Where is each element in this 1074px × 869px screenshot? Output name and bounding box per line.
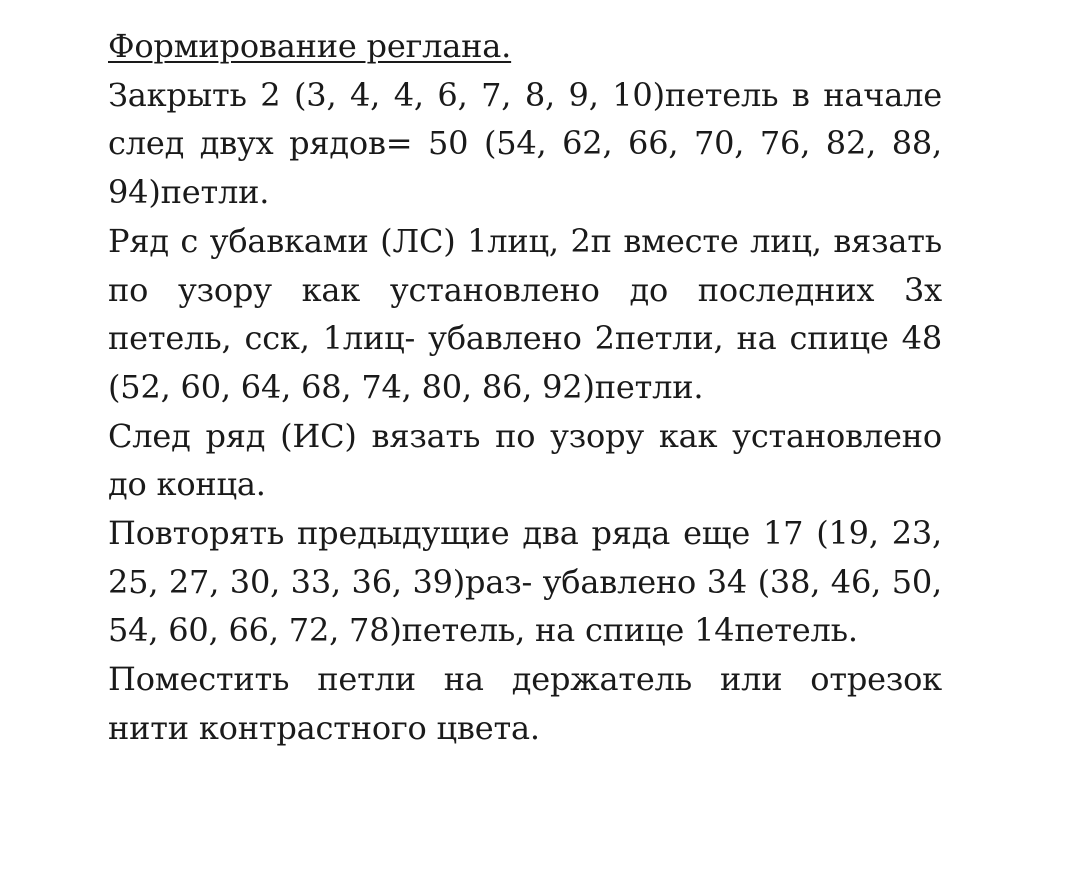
paragraph-next-row: След ряд (ИС) вязать по узору как установлено до конца.: [108, 416, 942, 504]
paragraph-hold-stitches: Поместить петли на держатель или отрезок нити контрастного цвета.: [108, 660, 942, 747]
paragraph-decrease-row: Ряд с убавками (ЛС) 1лиц, 2п вместе лиц, вязать по узору как установлено до последних 3х петель, сск, 1лиц- убавлено 2петли, на спице 48 (52, 60, 64, 68, 74, 80, 86, 92)петли.: [108, 221, 942, 406]
section-heading: Формирование реглана.: [108, 27, 512, 65]
paragraph-bind-off: Закрыть 2 (3, 4, 4, 6, 7, 8, 9, 10)петель в начале след двух рядов= 50 (54, 62, 66, 70, 76, 82, 88, 94)петли.: [108, 75, 942, 212]
paragraph-repeat: Повторять предыдущие два ряда еще 17 (19, 23, 25, 27, 30, 33, 36, 39)раз- убавлено 34 (38, 46, 50, 54, 60, 66, 72, 78)петель, на спице 14петель.: [108, 514, 942, 650]
document-page: [108, 22, 942, 753]
